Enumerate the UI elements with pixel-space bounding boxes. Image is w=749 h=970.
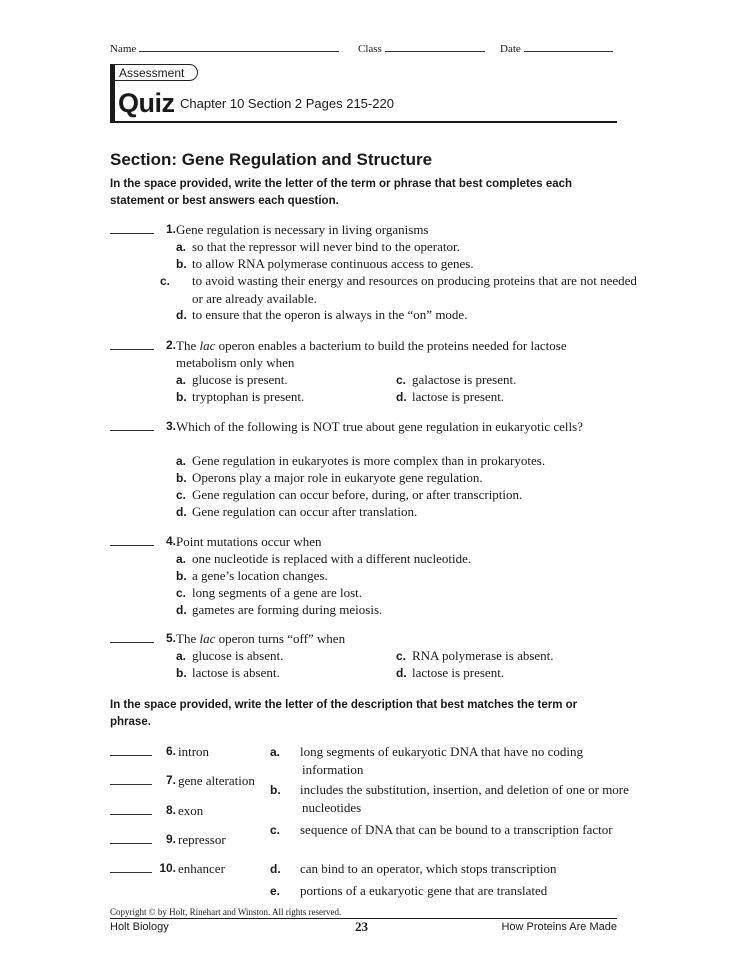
class-field (358, 41, 485, 55)
instructions-2: In the space provided, write the letter of the description that best matches the term or phrase. (110, 699, 578, 728)
option-c: c. RNA polymerase is absent. (396, 648, 554, 663)
option-c: c. galactose is present. (396, 372, 517, 387)
question-stem: The lac operon enables a bacterium to build the proteins needed for lactose metabolism only when (176, 338, 567, 370)
matching-description-d: d. can bind to an operator, which stops transcription (270, 861, 557, 876)
option-a: a. so that the repressor will never bind to the operator. (176, 239, 460, 254)
question-stem: Which of the following is NOT true about gene regulation in eukaryotic cells? (176, 419, 583, 434)
option-b: b. a gene’s location changes. (176, 568, 328, 583)
class-line (385, 41, 485, 52)
date-label: Date (500, 43, 521, 55)
option-d: d. to ensure that the operon is always in the “on” mode. (176, 307, 468, 322)
footer-chapter-title: How Proteins Are Made (501, 921, 617, 933)
matching-description-e: e. portions of a eukaryotic gene that are translated (270, 883, 548, 898)
answer-blank[interactable] (110, 349, 154, 350)
instructions-1: In the space provided, write the letter of the term or phrase that best completes each statement or best answers each question. (110, 178, 573, 207)
quiz-subtitle: Chapter 10 Section 2 Pages 215-220 (180, 96, 394, 111)
option-b: b. Operons play a major role in eukaryote gene regulation. (176, 470, 483, 485)
option-d: d. gametes are forming during meiosis. (176, 602, 383, 617)
question-number: 2. (165, 338, 176, 352)
question-number: 1. (165, 222, 176, 236)
name-field (110, 41, 339, 55)
matching-description-c: c. sequence of DNA that can be bound to a transcription factor (270, 822, 613, 837)
header-divider (110, 121, 617, 123)
option-c: c. long segments of a gene are lost. (176, 585, 363, 600)
question-stem: The lac operon turns “off” when (176, 631, 346, 646)
option-a: a. Gene regulation in eukaryotes is more complex than in prokaryotes. (176, 453, 546, 468)
option-c: c. Gene regulation can occur before, during, or after transcription. (176, 487, 523, 502)
option-d: d. lactose is present. (396, 665, 505, 680)
assessment-tab: Assessment (112, 64, 198, 81)
matching-description-a: a. long segments of eukaryotic DNA that have no coding information (270, 744, 584, 777)
answer-blank[interactable] (110, 233, 154, 234)
page-number: 23 (355, 919, 368, 934)
copyright: Copyright © by Holt, Rinehart and Winston. All rights reserved. (110, 907, 342, 917)
question-stem: Gene regulation is necessary in living organisms (176, 222, 429, 237)
option-a: a. one nucleotide is replaced with a different nucleotide. (176, 551, 472, 566)
answer-blank[interactable] (110, 784, 152, 785)
answer-blank[interactable] (110, 814, 152, 815)
question-number: 4. (165, 534, 176, 548)
option-a: a. glucose is absent. (176, 648, 284, 663)
footer-book-title: Holt Biology (110, 921, 169, 933)
option-b: b. to allow RNA polymerase continuous access to genes. (176, 256, 474, 271)
answer-blank[interactable] (110, 545, 154, 546)
answer-blank[interactable] (110, 642, 154, 643)
name-label: Name (110, 43, 137, 55)
answer-blank[interactable] (110, 843, 152, 844)
matching-description-b: b. includes the substitution, insertion, and deletion of one or more nucleotides (270, 782, 629, 815)
option-c: c. to avoid wasting their energy and resources on producing proteins that are not needed or are already available. (160, 273, 637, 306)
answer-blank[interactable] (110, 430, 154, 431)
question-number: 5. (165, 631, 176, 645)
option-b: b. lactose is absent. (176, 665, 280, 680)
answer-blank[interactable] (110, 755, 152, 756)
option-d: d. Gene regulation can occur after translation. (176, 504, 418, 519)
class-label: Class (358, 43, 382, 55)
option-d: d. lactose is present. (396, 389, 505, 404)
option-b: b. tryptophan is present. (176, 389, 305, 404)
question-stem: Point mutations occur when (176, 534, 322, 549)
date-line (524, 41, 613, 52)
question-number: 3. (165, 419, 176, 433)
quiz-title: Quiz (118, 88, 175, 118)
section-title: Section: Gene Regulation and Structure (110, 150, 433, 169)
date-field (500, 41, 613, 55)
name-line (139, 41, 339, 52)
answer-blank[interactable] (110, 872, 152, 873)
worksheet-page: Name Class Date Assessment Quiz Chapter 10 Section 2 Pages 215-220 Section: Gene Regulation and Structure In the space provided, write the letter of the term or phrase that best completes each statement or best answers each question. 1. Gene regulation is necessary in living organisms a. so that the repressor will never bind to the operator. b. to allow RNA polymerase continuous access to genes. c. to avoid wasting their energy and resources on producing proteins that are not needed or are already available. d. to ensure that the operon is always in the “on” mode. 2. The lac operon enables a bacterium to build the proteins needed for lactose metabolism only when a. glucose is present. b. tryptophan is present. c. galactose is present. d. lactose is present. 3. Which of the following is NOT true about gene regulation in eukaryotic cells? a. Gene regulation in eukaryotes is more complex than in prokaryotes. b. Operons play a major role in eukaryote gene regulation. c. Gene regulation can occur before, during, or after transcription. d. Gene regulation can occur after translation. 4. Point mutations occur when a. one nucleotide is replaced with a different nucleotide. b. a gene’s location changes. c. long segments of a gene are lost. d. gametes are forming during meiosis. 5. The lac operon turns “off” when a. glucose is absent. b. lactose is absent. c. RNA polymerase is absent. d. lactose is present. In the space provided, write the letter of the description that best matches the term or phrase. 6. intron 7. gene alteration 8. exon 9. repressor 10. enhancer a. long segments of eukaryotic DNA that have no coding information b. includes the substitution, insertion, and deletion of one or more nucleotides c. sequence of DNA that can be bound to a transcription factor d. can bind to an operator, which stops transcription e. portions of a eukaryotic gene that are translated Copyright © by Holt, Rinehart and Winston. All rights reserved. Holt Biology 23 How Proteins Are Made (0, 0, 749, 970)
option-a: a. glucose is present. (176, 372, 288, 387)
